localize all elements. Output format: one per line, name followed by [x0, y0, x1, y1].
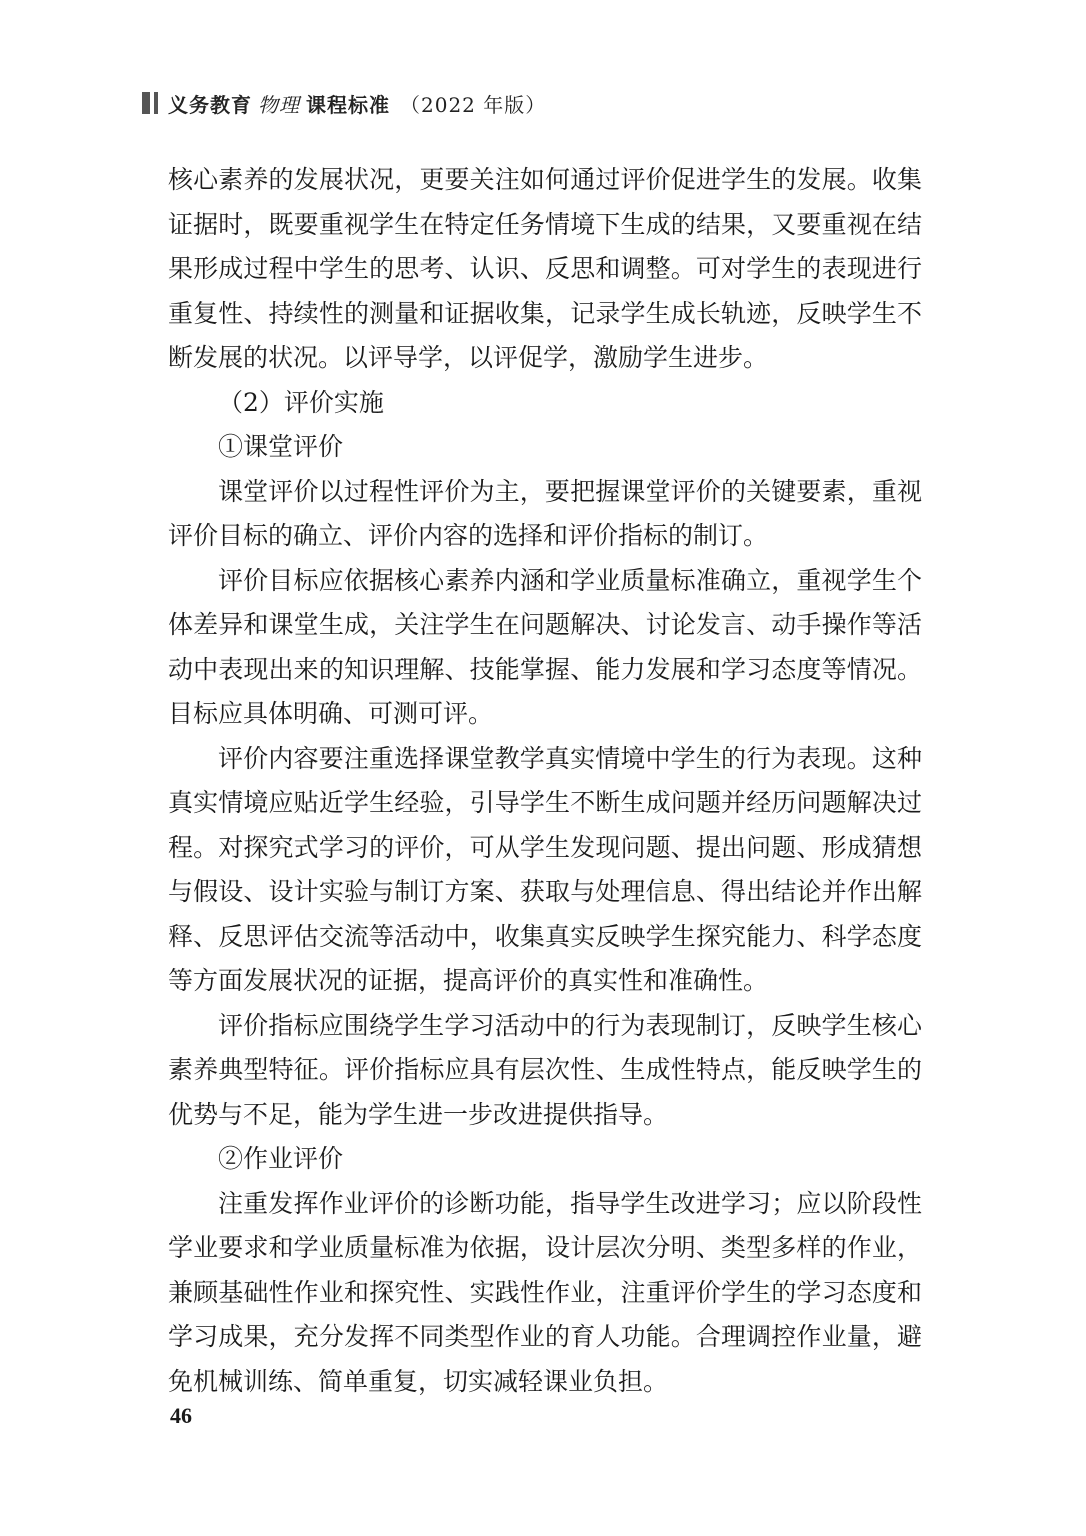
paragraph: 核心素养的发展状况，更要关注如何通过评价促进学生的发展。收集证据时，既要重视学生在特定任务情境下生成的结果，又要重视在结果形成过程中学生的思考、认识、反思和调整。可对学生的表现进行重复性、持续性的测量和证据收集，记录学生成长轨迹，反映学生不断发展的状况。以评导学，以评促学，激励学生进步。 [168, 165, 922, 372]
header-title-rest: 课程标准 [306, 92, 390, 117]
page-number: 46 [170, 1403, 192, 1428]
header-bar-icon [142, 92, 158, 114]
header-bar-thin [154, 92, 158, 114]
header-title-subject: 物理 [258, 92, 300, 117]
body-text [168, 158, 922, 1404]
subsection-heading: ①课堂评价 [218, 432, 344, 461]
header-bar-thick [142, 92, 150, 114]
header-edition: （2022 年版） [400, 92, 547, 117]
paragraph: 课堂评价以过程性评价为主，要把握课堂评价的关键要素，重视评价目标的确立、评价内容的选择和评价指标的制订。 [168, 476, 922, 550]
paragraph: 评价目标应依据核心素养内涵和学业质量标准确立，重视学生个体差异和课堂生成，关注学生在问题解决、讨论发言、动手操作等活动中表现出来的知识理解、技能掌握、能力发展和学习态度等情况。目标应具体明确、可测可评。 [168, 565, 922, 728]
subsection-heading: ②作业评价 [218, 1144, 344, 1173]
running-header [142, 88, 546, 118]
paragraph: 评价内容要注重选择课堂教学真实情境中学生的行为表现。这种真实情境应贴近学生经验，引导学生不断生成问题并经历问题解决过程。对探究式学习的评价，可从学生发现问题、提出问题、形成猜想与假设、设计实验与制订方案、获取与处理信息、得出结论并作出解释、反思评估交流等活动中，收集真实反映学生探究能力、科学态度等方面发展状况的证据，提高评价的真实性和准确性。 [168, 743, 922, 995]
paragraph: 注重发挥作业评价的诊断功能，指导学生改进学习；应以阶段性学业要求和学业质量标准为依据，设计层次分明、类型多样的作业，兼顾基础性作业和探究性、实践性作业，注重评价学生的学习态度和学习成果，充分发挥不同类型作业的育人功能。合理调控作业量，避免机械训练、简单重复，切实减轻课业负担。 [168, 1188, 922, 1396]
paragraph: 评价指标应围绕学生学习活动中的行为表现制订，反映学生核心素养典型特征。评价指标应具有层次性、生成性特点，能反映学生的优势与不足，能为学生进一步改进提供指导。 [168, 1010, 922, 1129]
header-title [168, 89, 546, 118]
section-heading: （2）评价实施 [218, 387, 384, 417]
header-title-main: 义务教育 [168, 92, 252, 117]
